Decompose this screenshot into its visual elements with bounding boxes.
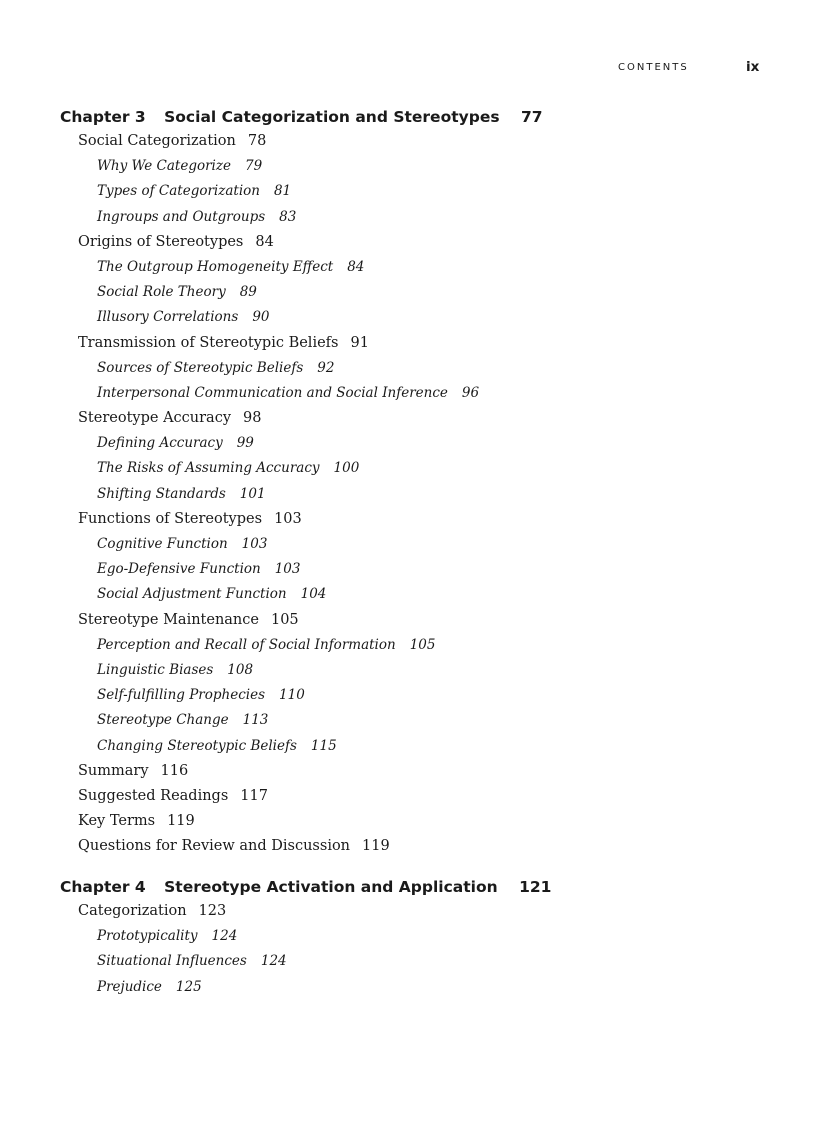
entry-title: Linguistic Biases (97, 661, 214, 678)
chapter-heading (60, 875, 760, 899)
entry-page: 103 (274, 510, 302, 527)
toc-entries (60, 129, 760, 859)
entry-page: 89 (239, 284, 257, 301)
entry-title: Ego-Defensive Function (97, 561, 261, 578)
entry-title: Why We Categorize (97, 158, 231, 175)
toc-subsection-entry (60, 179, 760, 204)
toc-subsection-entry (60, 255, 760, 280)
entry-title: Prejudice (97, 978, 162, 995)
entry-title: Ingroups and Outgroups (97, 208, 266, 225)
entry-page: 79 (244, 158, 263, 175)
running-title: CONTENTS (618, 62, 689, 73)
entry-page: 119 (362, 838, 390, 855)
toc-subsection-entry (60, 582, 760, 607)
entry-title: Origins of Stereotypes (78, 233, 244, 250)
entry-page: 108 (227, 661, 254, 678)
entry-page: 124 (260, 953, 287, 970)
chapter-3-section (60, 105, 760, 859)
entry-title: Stereotype Maintenance (78, 611, 259, 628)
toc-section-entry (60, 507, 760, 532)
chapter-4-section (60, 875, 760, 1000)
entry-page: 96 (461, 384, 480, 401)
entry-page: 117 (240, 787, 268, 804)
chapter-title: Stereotype Activation and Application (164, 878, 498, 896)
toc-subsection-entry (60, 708, 760, 733)
page-number: ix (746, 59, 760, 75)
toc-subsection-entry (60, 949, 760, 974)
entry-title: Changing Stereotypic Beliefs (97, 737, 297, 754)
entry-title: Perception and Recall of Social Information (97, 636, 396, 653)
chapter-label: Chapter 3 (60, 108, 146, 126)
entry-page: 124 (211, 928, 238, 945)
entry-page: 99 (236, 435, 254, 452)
chapter-page: 77 (520, 108, 543, 126)
entry-title: Sources of Stereotypic Beliefs (97, 359, 304, 376)
entry-page: 110 (279, 687, 305, 704)
toc-section-entry (60, 129, 760, 154)
entry-title: Cognitive Function (97, 536, 228, 552)
entry-title: Interpersonal Communication and Social Inference (97, 384, 448, 401)
entry-title: Situational Influences (97, 953, 247, 970)
entry-page: 81 (273, 183, 292, 200)
entry-title: Prototypicality (97, 928, 198, 945)
entry-title: Questions for Review and Discussion (78, 838, 351, 855)
toc-section-entry (60, 899, 760, 924)
entry-title: Types of Categorization (97, 183, 260, 200)
entry-page: 90 (252, 309, 270, 326)
entry-page: 84 (347, 258, 365, 275)
entry-title: Categorization (78, 903, 187, 919)
entry-page: 125 (175, 978, 202, 995)
toc-subsection-entry (60, 557, 760, 582)
toc-subsection-entry (60, 305, 760, 330)
entry-title: Summary (78, 762, 149, 779)
entry-page: 119 (167, 813, 195, 830)
toc-subsection-entry (60, 154, 760, 179)
entry-title: Functions of Stereotypes (78, 510, 263, 527)
entry-page: 92 (317, 359, 335, 376)
running-head (0, 60, 816, 80)
toc-subsection-entry (60, 532, 760, 557)
toc-section-entry (60, 230, 760, 255)
entry-title: Transmission of Stereotypic Beliefs (78, 334, 339, 351)
toc-section-entry (60, 406, 760, 431)
entry-page: 91 (350, 334, 369, 351)
toc-subsection-entry (60, 205, 760, 230)
toc-subsection-entry (60, 280, 760, 305)
entry-title: Social Adjustment Function (97, 586, 287, 603)
toc-section-entry (60, 608, 760, 633)
entry-title: Stereotype Accuracy (78, 410, 232, 427)
entry-page: 115 (310, 737, 337, 754)
entry-page: 84 (255, 233, 274, 250)
toc-subsection-entry (60, 734, 760, 759)
chapter-label: Chapter 4 (60, 878, 146, 896)
entry-page: 123 (198, 903, 227, 919)
entry-page: 104 (300, 586, 327, 603)
entry-page: 105 (270, 611, 299, 628)
entry-page: 103 (241, 536, 268, 552)
entry-title: Defining Accuracy (97, 435, 223, 452)
toc-subsection-entry (60, 924, 760, 949)
chapter-title: Social Categorization and Stereotypes (164, 108, 500, 126)
toc-entries (60, 899, 760, 1000)
entry-title: Self-fulfilling Prophecies (97, 687, 266, 704)
toc-section-entry (60, 809, 760, 834)
entry-title: Illusory Correlations (97, 309, 239, 326)
entry-page: 78 (247, 133, 267, 149)
entry-title: Social Role Theory (97, 284, 226, 301)
toc-subsection-entry (60, 356, 760, 381)
toc-section-entry (60, 759, 760, 784)
entry-title: The Outgroup Homogeneity Effect (97, 258, 334, 275)
toc-section-entry (60, 331, 760, 356)
toc-subsection-entry (60, 381, 760, 406)
toc-subsection-entry (60, 633, 760, 658)
toc-subsection-entry (60, 456, 760, 481)
toc-subsection-entry (60, 975, 760, 1000)
toc-subsection-entry (60, 482, 760, 507)
entry-page: 100 (333, 460, 360, 477)
entry-page: 98 (243, 410, 262, 427)
toc-section-entry (60, 834, 760, 859)
entry-page: 113 (242, 712, 269, 729)
entry-page: 83 (279, 208, 297, 225)
toc-subsection-entry (60, 431, 760, 456)
toc-subsection-entry (60, 658, 760, 683)
chapter-heading (60, 105, 760, 129)
toc-section-entry (60, 784, 760, 809)
toc-subsection-entry (60, 683, 760, 708)
entry-title: Key Terms (78, 813, 156, 830)
chapter-page: 121 (519, 878, 552, 896)
entry-title: Shifting Standards (97, 485, 226, 502)
entry-page: 105 (409, 636, 436, 653)
entry-title: Social Categorization (78, 133, 236, 149)
entry-page: 101 (239, 485, 266, 502)
entry-page: 116 (160, 762, 189, 779)
entry-page: 103 (274, 561, 301, 578)
entry-title: Stereotype Change (97, 712, 229, 729)
entry-title: The Risks of Assuming Accuracy (97, 460, 320, 477)
entry-title: Suggested Readings (78, 787, 229, 804)
